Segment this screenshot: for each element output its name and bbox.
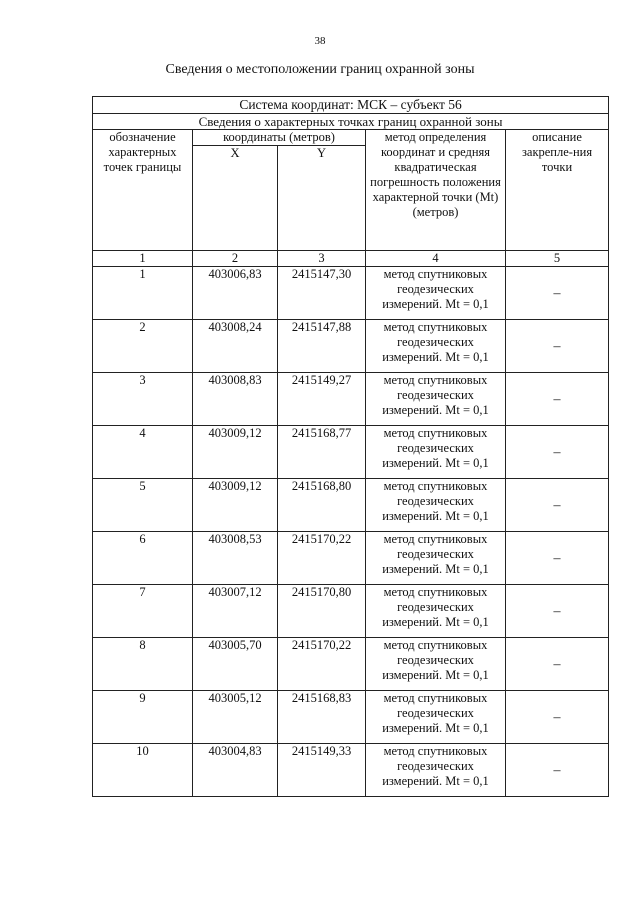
boundary-points-table xyxy=(92,96,609,797)
document-title: Сведения о местоположении границ охранной зоны xyxy=(165,62,475,77)
description-cell: – xyxy=(506,373,609,426)
page-number: 38 xyxy=(314,35,326,47)
point-number-cell: 2 xyxy=(93,320,193,373)
y-coordinate-cell: 2415170,80 xyxy=(278,585,366,638)
table-row xyxy=(93,744,609,797)
description-cell: – xyxy=(506,532,609,585)
description-cell: – xyxy=(506,585,609,638)
method-cell: метод спутниковых геодезических измерений. Mt = 0,1 xyxy=(366,532,506,585)
x-coordinate-cell: 403005,70 xyxy=(193,638,278,691)
table-row xyxy=(93,426,609,479)
y-coordinate-cell: 2415168,83 xyxy=(278,691,366,744)
column-number: 4 xyxy=(366,251,506,267)
y-coordinate-cell: 2415149,33 xyxy=(278,744,366,797)
point-number-cell: 9 xyxy=(93,691,193,744)
table-row xyxy=(93,267,609,320)
x-coordinate-cell: 403006,83 xyxy=(193,267,278,320)
method-cell: метод спутниковых геодезических измерений. Mt = 0,1 xyxy=(366,638,506,691)
point-number-cell: 5 xyxy=(93,479,193,532)
x-coordinate-cell: 403008,53 xyxy=(193,532,278,585)
point-number-cell: 3 xyxy=(93,373,193,426)
table-row xyxy=(93,373,609,426)
coordinate-system-cell: Система координат: МСК – субъект 56 xyxy=(93,97,609,114)
header-x: X xyxy=(193,146,278,251)
column-number: 5 xyxy=(506,251,609,267)
method-cell: метод спутниковых геодезических измерений. Mt = 0,1 xyxy=(366,267,506,320)
description-cell: – xyxy=(506,267,609,320)
column-number: 1 xyxy=(93,251,193,267)
point-number-cell: 6 xyxy=(93,532,193,585)
description-cell: – xyxy=(506,320,609,373)
column-number-row xyxy=(93,251,609,267)
table-row xyxy=(93,691,609,744)
description-cell: – xyxy=(506,426,609,479)
x-coordinate-cell: 403007,12 xyxy=(193,585,278,638)
point-number-cell: 7 xyxy=(93,585,193,638)
y-coordinate-cell: 2415147,88 xyxy=(278,320,366,373)
y-coordinate-cell: 2415149,27 xyxy=(278,373,366,426)
y-coordinate-cell: 2415170,22 xyxy=(278,638,366,691)
description-cell: – xyxy=(506,691,609,744)
method-cell: метод спутниковых геодезических измерений. Mt = 0,1 xyxy=(366,744,506,797)
method-cell: метод спутниковых геодезических измерений. Mt = 0,1 xyxy=(366,479,506,532)
point-number-cell: 10 xyxy=(93,744,193,797)
method-cell: метод спутниковых геодезических измерений. Mt = 0,1 xyxy=(366,320,506,373)
method-cell: метод спутниковых геодезических измерений. Mt = 0,1 xyxy=(366,585,506,638)
header-point-designation: обозначение характерных точек границы xyxy=(93,130,193,251)
point-number-cell: 4 xyxy=(93,426,193,479)
description-cell: – xyxy=(506,744,609,797)
table-row xyxy=(93,532,609,585)
table-subtitle-cell: Сведения о характерных точках границ охранной зоны xyxy=(93,114,609,130)
method-cell: метод спутниковых геодезических измерений. Mt = 0,1 xyxy=(366,691,506,744)
y-coordinate-cell: 2415168,77 xyxy=(278,426,366,479)
table-row xyxy=(93,320,609,373)
description-cell: – xyxy=(506,479,609,532)
table-row xyxy=(93,585,609,638)
y-coordinate-cell: 2415168,80 xyxy=(278,479,366,532)
header-description: описание закрепле-ния точки xyxy=(506,130,609,251)
header-method: метод определения координат и средняя квадратическая погрешность положения характерной точки (Mt) (метров) xyxy=(366,130,506,251)
column-number: 3 xyxy=(278,251,366,267)
header-coordinates: координаты (метров) xyxy=(193,130,366,146)
point-number-cell: 8 xyxy=(93,638,193,691)
table-row xyxy=(93,479,609,532)
method-cell: метод спутниковых геодезических измерений. Mt = 0,1 xyxy=(366,426,506,479)
x-coordinate-cell: 403005,12 xyxy=(193,691,278,744)
description-cell: – xyxy=(506,638,609,691)
x-coordinate-cell: 403009,12 xyxy=(193,479,278,532)
x-coordinate-cell: 403008,83 xyxy=(193,373,278,426)
table-row xyxy=(93,638,609,691)
point-number-cell: 1 xyxy=(93,267,193,320)
x-coordinate-cell: 403004,83 xyxy=(193,744,278,797)
x-coordinate-cell: 403008,24 xyxy=(193,320,278,373)
column-number: 2 xyxy=(193,251,278,267)
y-coordinate-cell: 2415147,30 xyxy=(278,267,366,320)
x-coordinate-cell: 403009,12 xyxy=(193,426,278,479)
y-coordinate-cell: 2415170,22 xyxy=(278,532,366,585)
method-cell: метод спутниковых геодезических измерений. Mt = 0,1 xyxy=(366,373,506,426)
header-y: Y xyxy=(278,146,366,251)
